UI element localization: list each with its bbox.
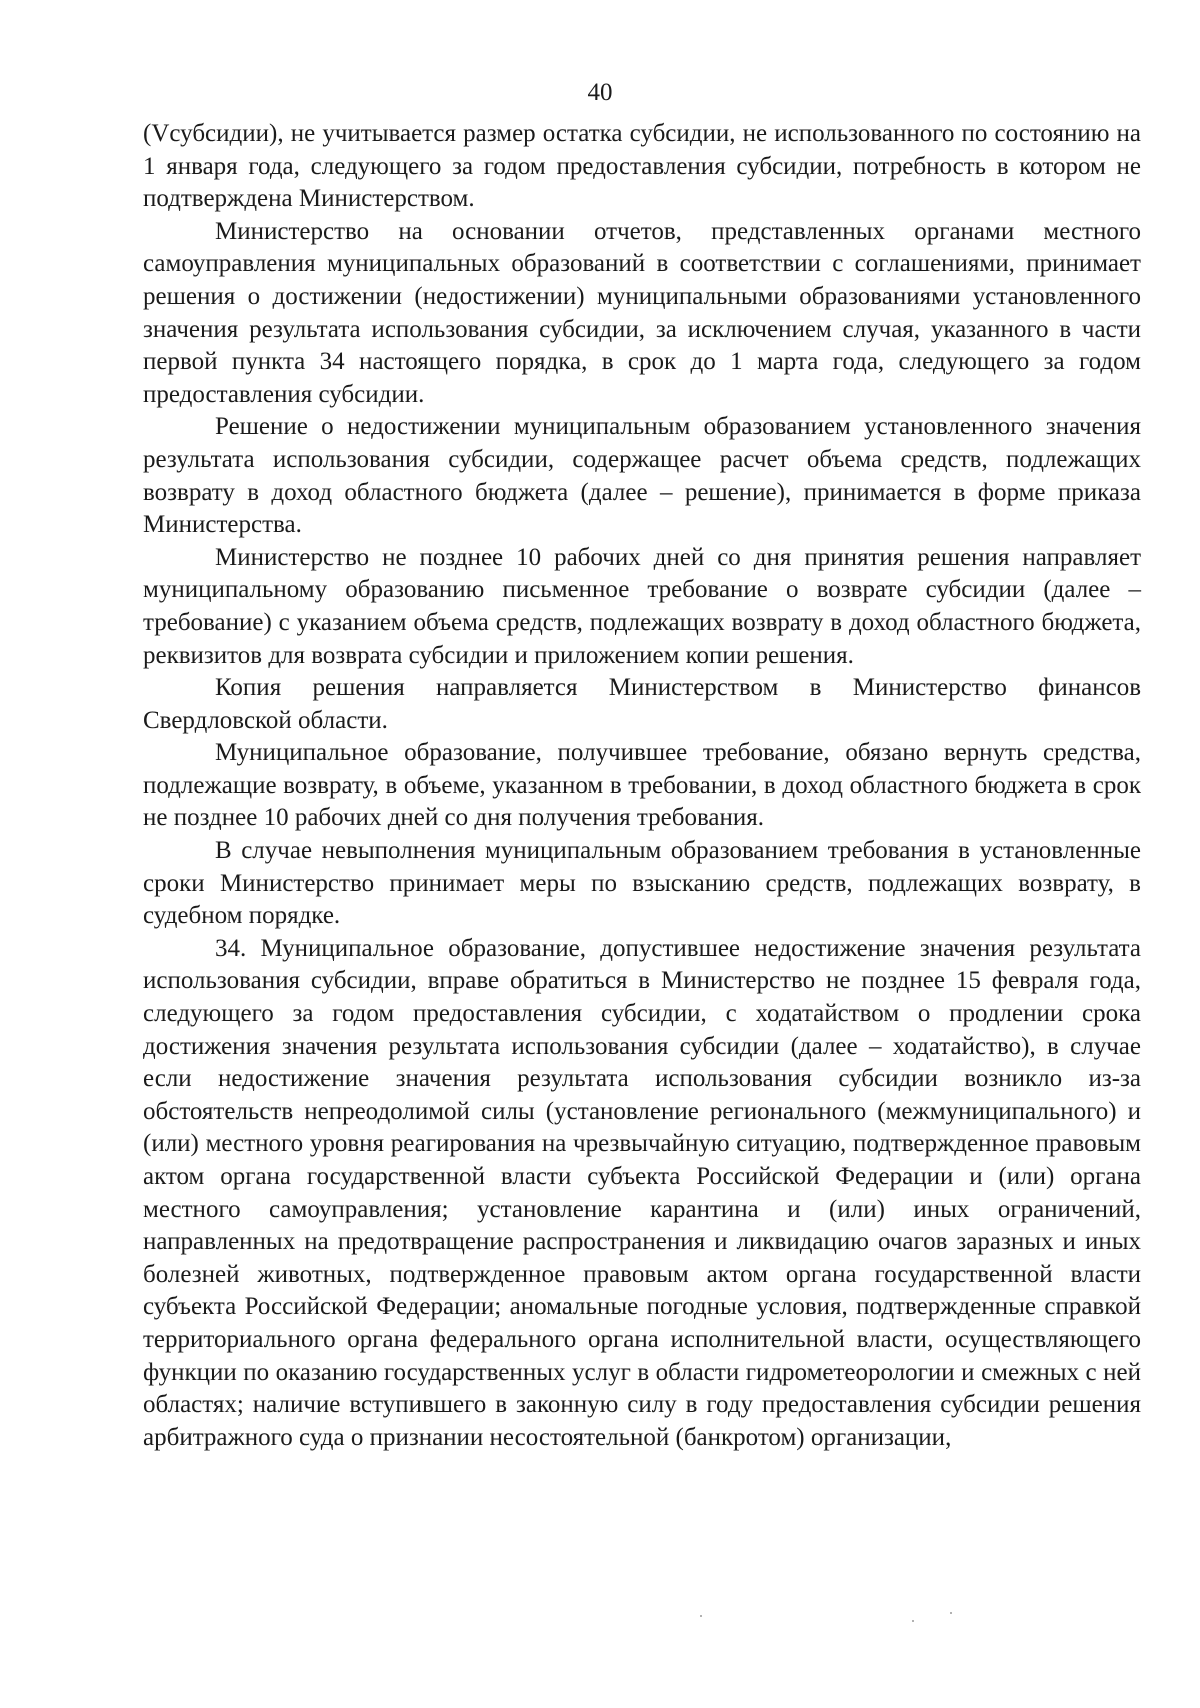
- paragraph-refund-demand: Министерство не позднее 10 рабочих дней со дня принятия решения направляет муниципальному образованию письменное требование о возврате субсидии (далее – требование) с указанием объема средств, подлежащих возврату в доход областного бюджета, реквизитов для возврата субсидии и приложением копии решения.: [143, 543, 1141, 669]
- paragraph-decision-form: Решение о недостижении муниципальным образованием установленного значения результата использования субсидии, содержащее расчет объема средств, подлежащих возврату в доход областного бюджета (далее – решение), принимается в форме приказа Министерства.: [143, 413, 1141, 539]
- paragraph-clause-34: 34. Муниципальное образование, допустившее недостижение значения результата использования субсидии, вправе обратиться в Министерство не позднее 15 февраля года, следующего за годом предоставления субсидии, с ходатайством о продлении срока достижения значения результата использования субсидии (далее – ходатайство), в случае если недостижение значения результата использования субсидии возникло из-за обстоятельств непреодолимой силы (установление регионального (межмуниципального) и (или) местного уровня реагирования на чрезвычайную ситуацию, подтвержденное правовым актом органа государственной власти субъекта Российской Федерации и (или) органа местного самоуправления; установление карантина и (или) иных ограничений, направленных на предотвращение распространения и ликвидацию очагов заразных и иных болезней животных, подтвержденное правовым актом органа государственной власти субъекта Российской Федерации; аномальные погодные условия, подтвержденные справкой территориального органа федерального органа исполнительной власти, осуществляющего функции по оказанию государственных услуг в области гидрометеорологии и смежных с ней областях; наличие вступившего в законную силу в году предоставления субсидии решения арбитражного суда о признании несостоятельной (банкротом) организации,: [143, 934, 1141, 1451]
- paragraph-refund-term: Муниципальное образование, получившее требование, обязано вернуть средства, подлежащие возврату, в объеме, указанном в требовании, в доход областного бюджета в срок не позднее 10 рабочих дней со дня получения требования.: [143, 739, 1141, 832]
- scan-speck: [700, 1615, 702, 1617]
- scan-speck: [950, 1612, 952, 1614]
- scan-speck: [912, 1620, 914, 1622]
- paragraph-ministry-decision: Министерство на основании отчетов, представленных органами местного самоуправления муниципальных образований в соответствии с соглашениями, принимает решения о достижении (недостижении) муниципальными образованиями установленного значения результата использования субсидии, за исключением случая, указанного в части первой пункта 34 настоящего порядка, в срок до 1 марта года, следующего за годом предоставления субсидии.: [143, 217, 1141, 408]
- paragraph-enforcement: В случае невыполнения муниципальным образованием требования в установленные сроки Министерство принимает меры по взысканию средств, подлежащих возврату, в судебном порядке.: [143, 837, 1141, 930]
- page-number: 40: [587, 79, 613, 106]
- paragraph-continuation: (Vсубсидии), не учитывается размер остатка субсидии, не использованного по состоянию на 1 января года, следующего за годом предоставления субсидии, потребность в котором не подтверждена Министерством.: [143, 120, 1141, 213]
- paragraph-decision-copy: Копия решения направляется Министерством в Министерство финансов Свердловской области.: [143, 674, 1141, 734]
- document-body: [143, 118, 1141, 1454]
